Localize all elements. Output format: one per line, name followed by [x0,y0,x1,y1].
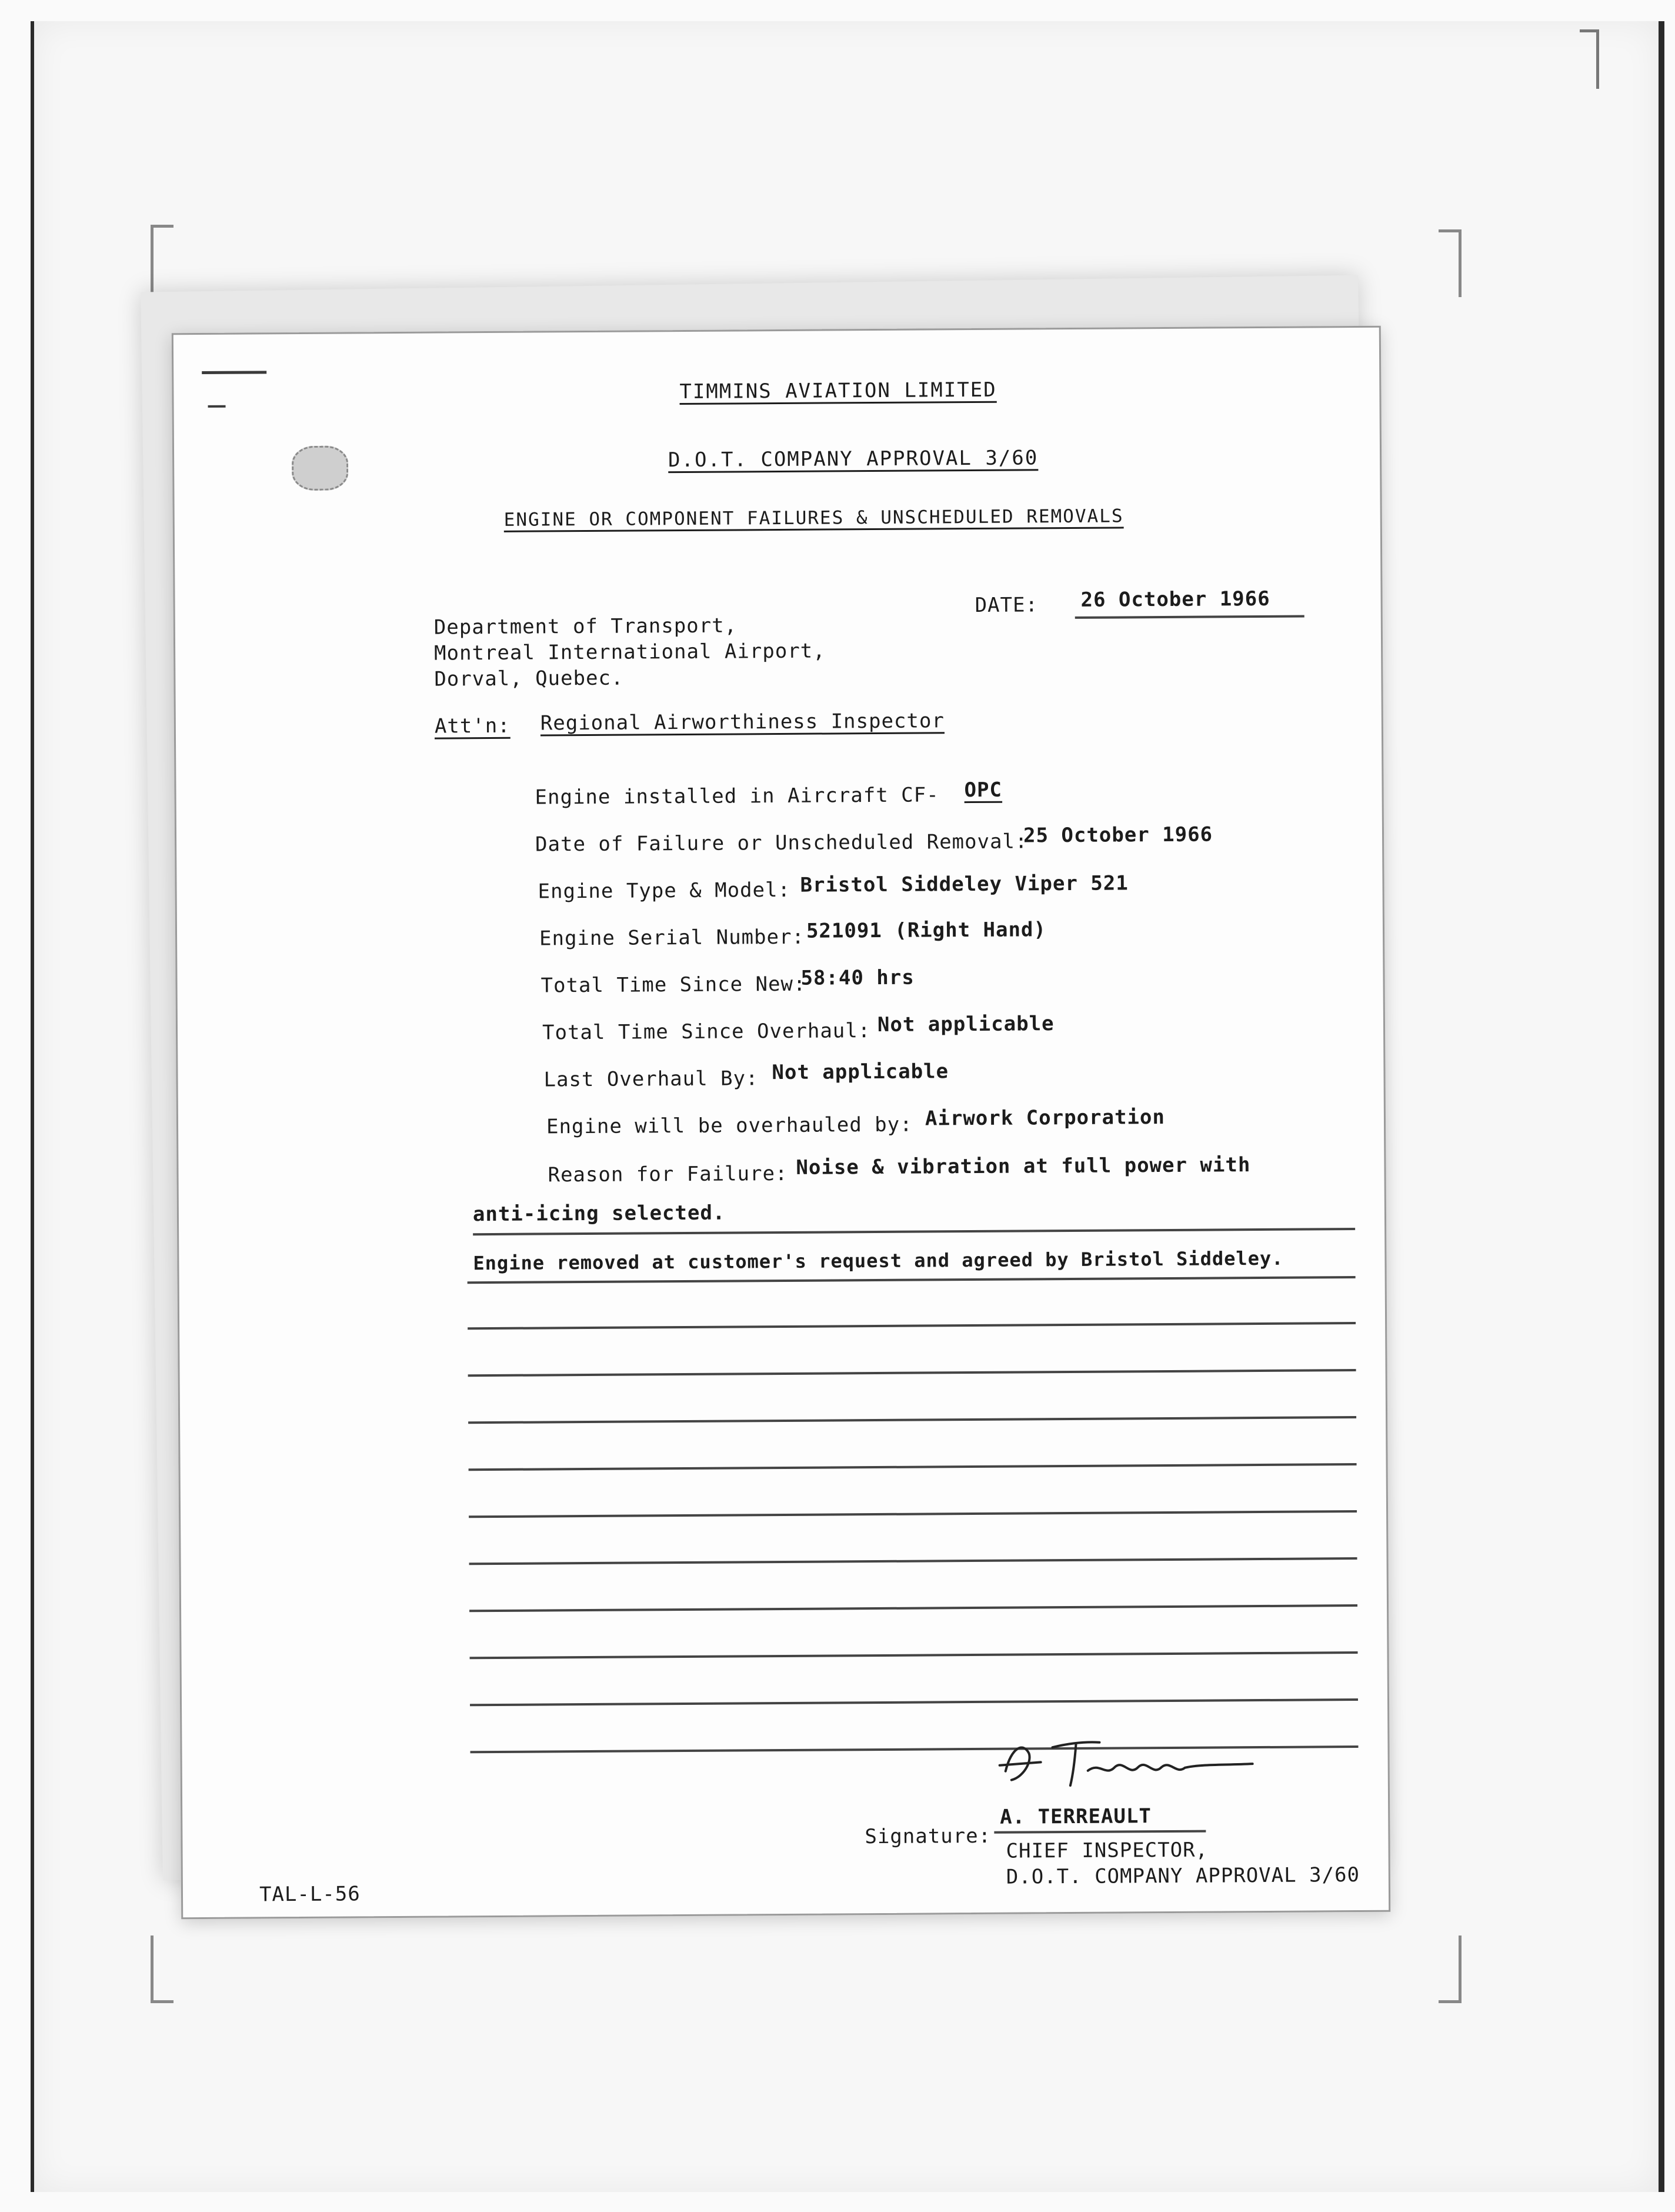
pencil-mark [202,371,266,374]
crop-mark-top-left [151,225,173,292]
pencil-mark [208,405,226,408]
signature-title-line-2: D.O.T. COMPANY APPROVAL 3/60 [1006,1863,1360,1889]
signature-label: Signature: [865,1824,992,1849]
field-label-overhauled-by: Engine will be overhauled by: [546,1112,913,1139]
ruled-line [469,1604,1357,1612]
date-label: DATE: [975,593,1039,617]
date-underline [1075,615,1304,619]
ruled-line [468,1322,1356,1330]
company-name: TIMMINS AVIATION LIMITED [679,378,997,404]
date-value: 26 October 1966 [1080,587,1270,612]
field-label-engine-type: Engine Type & Model: [538,878,791,904]
field-label-aircraft: Engine installed in Aircraft CF- [535,783,939,809]
field-value-tso: Not applicable [877,1012,1055,1037]
field-label-failure-date: Date of Failure or Unscheduled Removal: [535,830,1028,857]
field-label-tso: Total Time Since Overhaul: [542,1019,871,1045]
ruled-line [469,1557,1357,1565]
crop-mark-top-right [1580,29,1599,89]
field-value-aircraft: OPC [964,778,1003,802]
document-page [172,326,1390,1920]
attn-label: Att'n: [434,714,510,738]
ruled-line [473,1228,1355,1235]
ruled-line [469,1463,1357,1471]
field-label-last-overhaul: Last Overhaul By: [543,1067,759,1092]
form-number: TAL-L-56 [259,1882,361,1907]
tape-residue [292,445,348,491]
remarks-line: Engine removed at customer's request and agreed by Bristol Siddeley. [473,1247,1284,1275]
field-value-reason: Noise & vibration at full power with [796,1153,1251,1180]
attn-value: Regional Airworthiness Inspector [540,709,945,735]
signature-title-line-1: CHIEF INSPECTOR, [1006,1838,1209,1863]
addressee-line-3: Dorval, Quebec. [434,666,624,691]
addressee-line-2: Montreal International Airport, [433,639,826,665]
ruled-line [468,1369,1356,1377]
field-value-last-overhaul: Not applicable [772,1060,949,1085]
ruled-line [468,1416,1356,1424]
crop-mark-bottom-right [1439,1936,1462,2003]
field-label-serial: Engine Serial Number: [539,925,805,951]
ruled-line [469,1510,1357,1518]
ruled-line [470,1698,1358,1706]
reason-continued: anti-icing selected. [472,1201,726,1227]
field-value-overhauled-by: Airwork Corporation [925,1105,1166,1131]
field-value-serial: 521091 (Right Hand) [806,918,1047,943]
field-value-engine-type: Bristol Siddeley Viper 521 [800,871,1129,897]
ruled-line [468,1276,1356,1284]
approval-header: D.O.T. COMPANY APPROVAL 3/60 [668,446,1039,472]
ruled-line [470,1651,1358,1659]
signature-name: A. TERREAULT [1000,1804,1152,1829]
crop-mark-top-right-inner [1439,229,1462,297]
field-value-tsn: 58:40 hrs [800,965,915,990]
field-value-failure-date: 25 October 1966 [1023,822,1213,848]
addressee-line-1: Department of Transport, [433,614,738,639]
crop-mark-bottom-left [151,1936,173,2003]
field-label-reason: Reason for Failure: [548,1161,788,1187]
field-label-tsn: Total Time Since New: [540,972,806,998]
handwritten-signature [987,1728,1259,1795]
signature-underline [994,1830,1206,1834]
form-title: ENGINE OR COMPONENT FAILURES & UNSCHEDULED REMOVALS [503,505,1124,531]
